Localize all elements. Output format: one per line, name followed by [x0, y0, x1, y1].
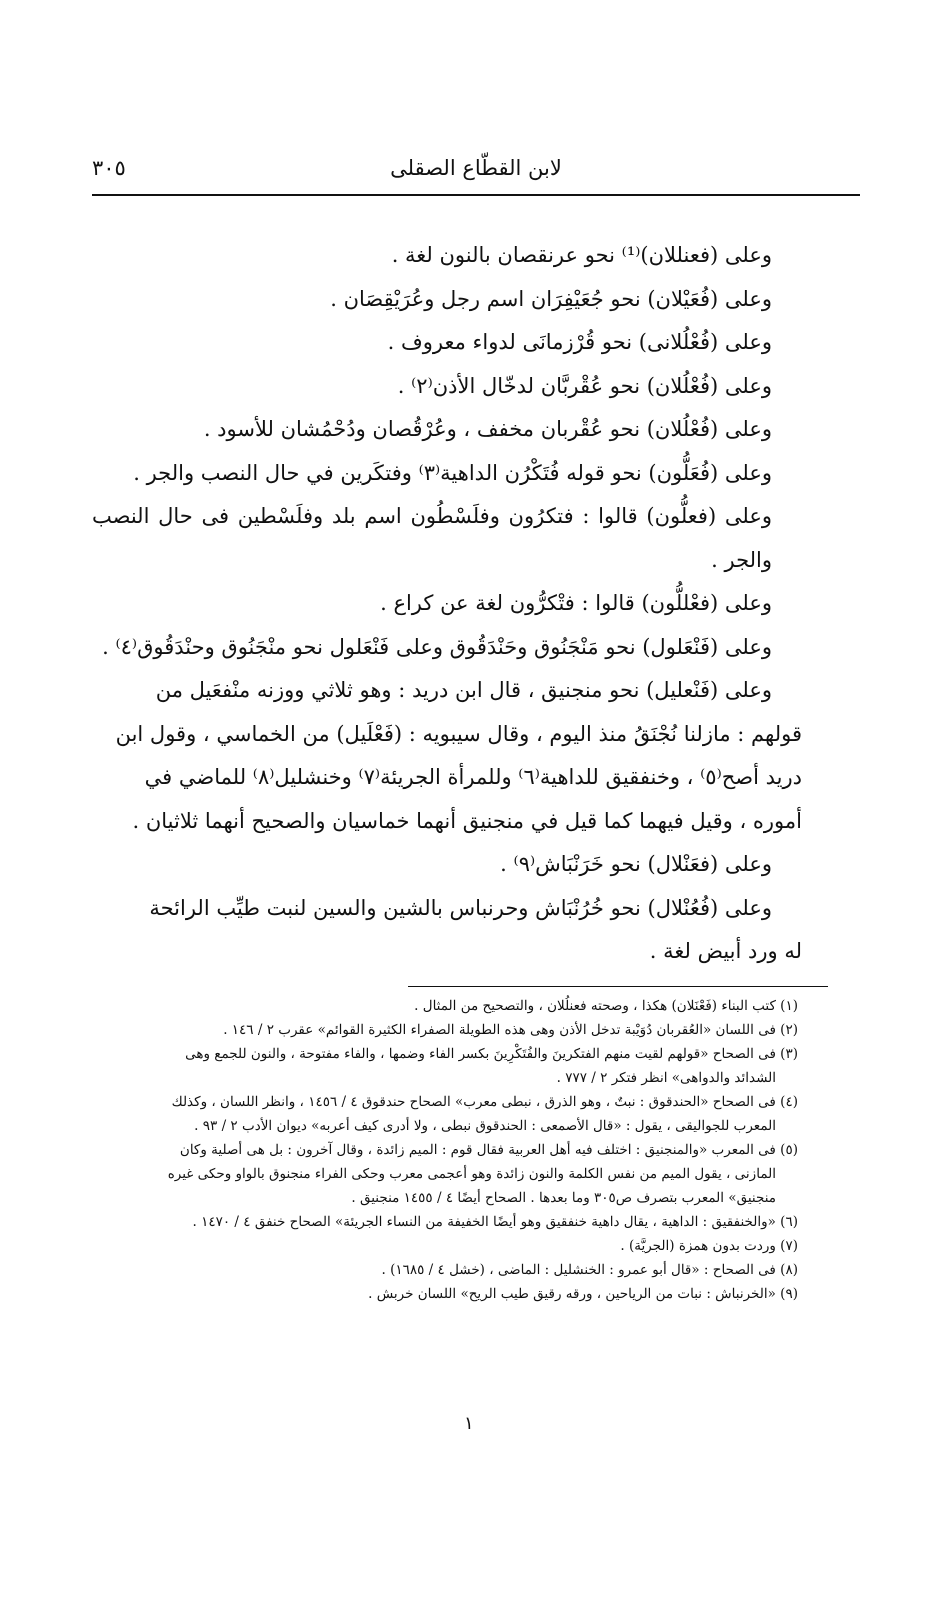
text-line: وعلى (فُعَيْلان) نحو جُعَيْفِرَان اسم رجل وعُرَيْقِصَان .	[330, 286, 772, 311]
footnote-line: (٥) فى المعرب «والمنجنيق : اختلف فيه أهل العربية فقال قوم : الميم زائدة ، وقال آخرون : بل هى أصلية وكان	[179, 1142, 798, 1158]
footnote-line: (٨) فى الصحاح : «قال أبو عمرو : الخنشليل : الماضى ، (خشل ٤ / ١٦٨٥) .	[381, 1262, 798, 1278]
footnote-line: (٦) «والخنفقيق : الداهية ، يقال داهية خنفقيق وهو أيضًا الخفيفة من النساء الجريئة» الصحاح خنفق ٤ / ١٤٧٠ .	[192, 1214, 798, 1230]
page-number: ٣٠٥	[92, 156, 126, 180]
text-line: وعلى (فعْللُّون) قالوا : فتْكرُّون لغة عن كراع .	[380, 591, 772, 615]
text-line: له ورد أبيض لغة .	[649, 939, 802, 963]
footnote-line: منجنيق» المعرب بتصرف ص٣٠٥ وما بعدها . الصحاح أيضًا ٤ / ١٤٥٥ منجنيق .	[351, 1190, 776, 1206]
footnote-line: (٤) فى الصحاح «الحندقوق : نبتٌ ، وهو الذرق ، نبطى معرب» الصحاح حندقوق ٤ / ١٤٥٦ ، وانظر اللسان ، وكذلك	[171, 1094, 798, 1110]
text-line: وعلى (فُعْلُلان) نحو عُقْربان مخفف ، وعُرْقُصان ودُحْمُشان للأسود .	[203, 417, 772, 441]
text-line: وعلى (فُعُنْلال) نحو خُرُنْبَاش وحرنباس بالشين والسين لنبت طيِّب الرائحة	[149, 895, 772, 920]
header-rule	[92, 194, 860, 196]
text-line: وعلى (فعَنْلال) نحو خَرَنْبَاش⁽٩⁾ .	[500, 852, 772, 876]
footnote-separator	[408, 986, 828, 987]
footnote-line: (٢) فى اللسان «العُقربان دُوَيْبة تدخل الأذن وهى هذه الطويلة الصفراء الكثيرة القوائم» عقرب ٢ / ١٤٦ .	[223, 1022, 798, 1038]
footnote-line: المعرب للجواليقى ، يقول : «قال الأصمعى : الحندقوق نبطى ، ولا أدرى كيف أعربه» ديوان الأدب ٢ / ٩٣ .	[194, 1118, 776, 1134]
main-text	[92, 234, 802, 974]
footnote-line: (٣) فى الصحاح «قولهم لقيت منهم الفتكرينَ والفُتَكْرِينَ بكسر الفاء وضمها ، والفاء مفتوحة ، والنون للجمع وهى	[185, 1046, 798, 1062]
text-line: وعلى (فُعْلُلان) نحو عُقْربَّان لدخّال الأذن⁽٢⁾ .	[397, 373, 772, 398]
text-line: دريد أصح⁽٥⁾ ، وخنفقيق للداهية⁽٦⁾ وللمرأة الجريئة⁽٧⁾ وخنشليل⁽٨⁾ للماضي في	[144, 765, 802, 789]
text-line: وعلى (فُعْلُلانى) نحو قُرْزمانَى لدواء معروف .	[387, 330, 772, 354]
footnotes	[96, 994, 798, 1306]
text-line: قولهم : مازلنا نُجْنَقُ منذ اليوم ، وقال سيبويه : (فَعْلَيل) من الخماسي ، وقول ابن	[115, 721, 802, 746]
footnote-line: (٩) «الخرنباش : نبات من الرياحين ، ورقه رقيق طيب الريح» اللسان خربش .	[368, 1286, 798, 1302]
footnote-line: المازنى ، يقول الميم من نفس الكلمة والنون زائدة وهو أعجمى معرب وحكى الفراء منجنوق بالواو وحكى غيره	[167, 1166, 776, 1182]
footnote-line: (١) كتب البناء (فَعْنَلان) هكذا ، وصحته فعنلُلان ، والتصحيح من المثال .	[414, 998, 798, 1014]
text-line: وعلى (فَنْعَلول) نحو مَنْجَنُوق وحَنْدَقُوق وعلى فَنْعَلول نحو منْجَنُوق وحنْدَقُوق⁽٤⁾ .	[102, 634, 772, 659]
page-header	[92, 150, 860, 194]
text-line: أموره ، وقيل فيهما كما قيل في منجنيق أنهما خماسيان والصحيح أنهما ثلاثيان .	[132, 808, 802, 833]
text-line: وعلى (فُعَلُّون) نحو قوله فُتَكْرُن الداهية⁽٣⁾ وفتكَرين في حال النصب والجر .	[133, 460, 772, 485]
footnote-line: الشدائد والدواهى» انظر فتكر ٢ / ٧٧٧ .	[556, 1070, 776, 1086]
text-line: وعلى (فعنللان)⁽¹⁾ نحو عرنقصان بالنون لغة .	[391, 243, 772, 267]
signature-mark: ١	[464, 1413, 474, 1434]
running-title: لابن القطّاع الصقلى	[390, 156, 562, 180]
footnote-line: (٧) وردت بدون همزة (الجريَّة) .	[620, 1238, 798, 1254]
text-line: وعلى (فَنْعليل) نحو منجنيق ، قال ابن دريد : وهو ثلاثي ووزنه منْفعَيل من	[155, 678, 772, 702]
text-line: وعلى (فعلُّون) قالوا : فتكرُون وفلَسْطُون اسم بلد وفلَسْطين فى حال النصب والجر .	[92, 504, 772, 572]
